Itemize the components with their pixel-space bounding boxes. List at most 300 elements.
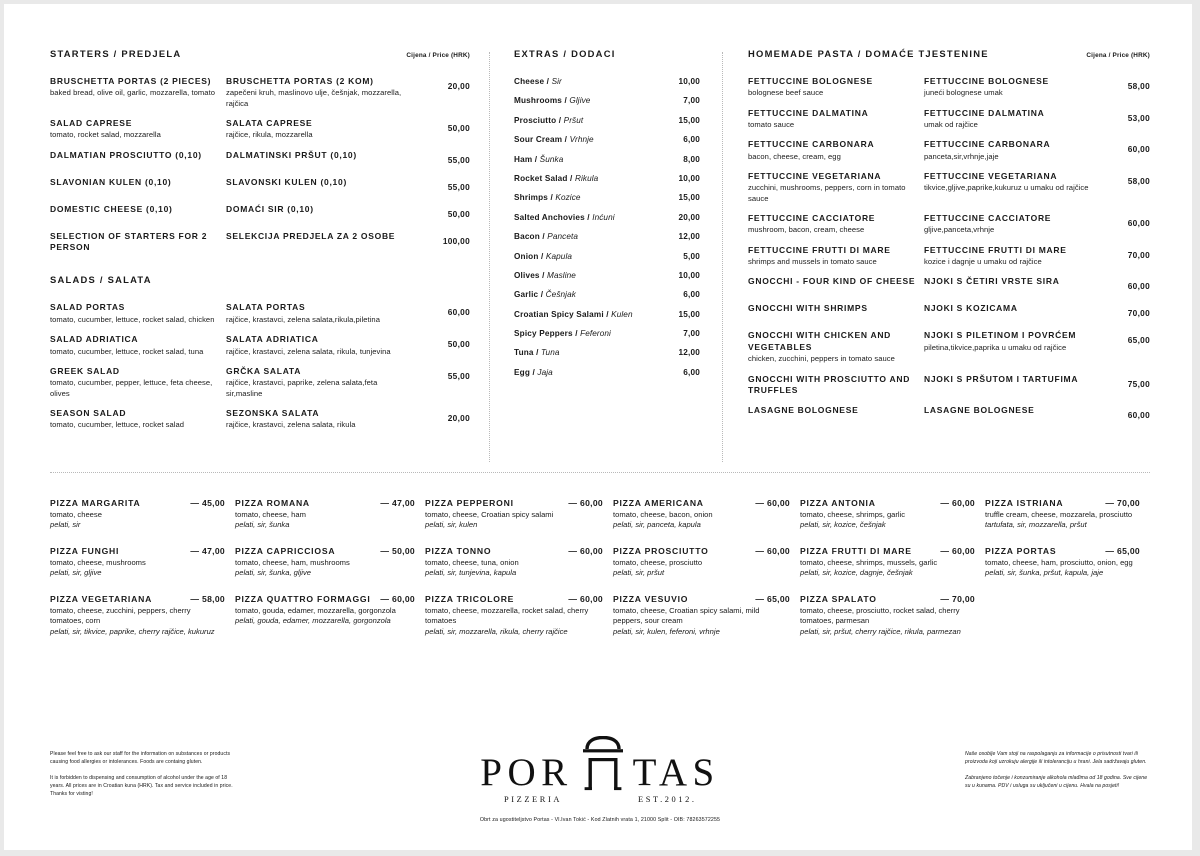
menu-item-english — [748, 139, 924, 162]
menu-item-desc-hr: juneći bolognese umak — [924, 88, 1003, 98]
extra-item-row — [514, 368, 700, 377]
pizza-price: — 50,00 — [380, 545, 415, 556]
extra-item-name: Shrimps / Kozice — [514, 193, 581, 203]
menu-item-row — [50, 231, 470, 254]
menu-item-desc-en: bolognese beef sauce — [748, 88, 824, 98]
pizza-price: — 60,00 — [568, 545, 603, 556]
menu-item-row — [748, 374, 1150, 397]
menu-item-price: 53,00 — [1127, 112, 1150, 123]
pasta-list — [748, 76, 1150, 423]
menu-item-name-en: BRUSCHETTA PORTAS (2 PIECES) — [50, 76, 212, 86]
extra-item-name: Salted Anchovies / Inćuni — [514, 212, 615, 222]
pizza-title-row — [50, 594, 225, 604]
pizza-name: PIZZA SPALATO — [800, 593, 877, 604]
extra-item-price: 10,00 — [678, 270, 700, 280]
menu-item-row — [50, 76, 470, 109]
menu-item-english — [748, 303, 924, 321]
pizza-desc-en: tomato, cheese, bacon, onion — [613, 510, 713, 519]
menu-item-croatian — [924, 108, 1098, 131]
menu-item-desc-en: tomato, cucumber, lettuce, rocket salad, chicken — [50, 314, 215, 324]
pizza-desc-en: tomato, cheese, Croatian spicy salami, mild peppers, sour cream — [613, 605, 760, 626]
menu-item-row — [50, 177, 470, 195]
menu-item-name-en: FETTUCCINE CACCIATORE — [748, 213, 876, 224]
pizza-desc-hr: pelati, sir, kulen, feferoni, vrhnje — [613, 626, 720, 636]
menu-item-row — [748, 108, 1150, 131]
footer-note-croatian — [965, 750, 1150, 797]
menu-item-english — [748, 108, 924, 131]
menu-item-english — [50, 302, 226, 325]
menu-item-english — [50, 408, 226, 431]
menu-item-row — [748, 405, 1150, 423]
menu-item-row — [748, 303, 1150, 321]
pizza-title-row — [613, 594, 790, 604]
pizza-item — [425, 546, 603, 579]
menu-item-english — [748, 405, 924, 423]
pizza-price: — 60,00 — [568, 498, 603, 508]
menu-item-price: 58,00 — [1127, 176, 1150, 187]
menu-item-desc-hr: zapečeni kruh, maslinovo ulje, češnjak, mozzarella, rajčica — [226, 88, 402, 108]
extra-item-name: Sour Cream / Vrhnje — [514, 135, 594, 145]
menu-item-row — [748, 330, 1150, 364]
extra-item-price: 5,00 — [683, 251, 700, 261]
pizza-desc-en: tomato, cheese, mushrooms — [50, 557, 146, 567]
pizza-name: PIZZA MARGARITA — [50, 498, 141, 508]
footer-note-hr-2: Zabranjeno točenje i konzumiranje alkohola mlađima od 18 godina. Sve cijene su u kunama. PDV i usluga su uključeni u cijenu. Hvala na posjeti! — [965, 774, 1148, 789]
pizza-title-row — [425, 546, 603, 556]
pizza-column — [800, 498, 985, 652]
footer-note-en-1: Please feel free to ask our staff for the information on substances or products causing food allergies or intolerances. Foods are containg gluten. — [50, 751, 231, 766]
pizza-desc-hr: pelati, sir, tunjevina, kapula — [425, 568, 517, 578]
pizza-desc-en: tomato, cheese, ham, prosciutto, onion, egg — [985, 557, 1133, 567]
salads-heading: SALADS / SALATA — [50, 274, 152, 286]
horizontal-divider — [50, 472, 1150, 473]
logo-word-left: POR — [480, 751, 573, 794]
menu-item-english — [748, 171, 924, 204]
vertical-divider-left — [489, 52, 490, 462]
menu-item-price: 55,00 — [447, 370, 470, 381]
pizza-title-row — [50, 546, 225, 556]
menu-item-croatian — [924, 303, 1098, 321]
pizza-desc-hr: pelati, sir, panceta, kapula — [613, 520, 701, 530]
pizza-desc-hr: pelati, sir, kulen — [425, 520, 478, 530]
footer-note-hr-1: Naše osoblje Vam stoji na raspolaganju za informacije o prisutnosti tvari ili proizvoda koji uzrokuju alergije ili intoleranciju u hrani. Jela sadržavaju gluten. — [965, 751, 1147, 766]
menu-item-english — [50, 177, 226, 195]
pizza-title-row — [800, 546, 975, 556]
pizza-title-row — [800, 498, 975, 508]
menu-item-price: 20,00 — [447, 81, 470, 91]
menu-item-english — [50, 150, 226, 168]
menu-item-english — [748, 276, 924, 294]
pizza-item — [613, 498, 790, 531]
pizza-price: — 65,00 — [1105, 545, 1140, 556]
pizza-item — [425, 498, 603, 531]
pizza-title-row — [425, 498, 603, 508]
menu-item-desc-hr: umak od rajčice — [924, 120, 978, 130]
salads-list — [50, 302, 470, 430]
menu-item-row — [50, 408, 470, 431]
menu-item-name-hr: SALATA CAPRESE — [226, 118, 313, 128]
menu-item-name-hr: NJOKI S ČETIRI VRSTE SIRA — [924, 276, 1060, 287]
menu-item-price: 100,00 — [442, 235, 470, 246]
pizza-item — [800, 498, 975, 531]
pizza-name: PIZZA CAPRICCIOSA — [235, 545, 336, 556]
menu-item-name-en: SALAD ADRIATICA — [50, 334, 139, 345]
menu-item-desc-en: tomato sauce — [748, 120, 795, 130]
menu-item-desc-en: mushroom, bacon, cream, cheese — [748, 225, 865, 235]
starters-price-note: Cijena / Price (HRK) — [406, 52, 470, 59]
pizza-item — [50, 498, 225, 531]
pizza-section — [50, 498, 1150, 652]
pizza-title-row — [800, 594, 975, 604]
extra-item-row — [514, 348, 700, 357]
pizza-item — [425, 594, 603, 637]
pasta-header — [748, 48, 1150, 59]
menu-item-name-en: SALAD CAPRESE — [50, 118, 133, 128]
logo-wordmark — [450, 740, 750, 792]
menu-item-price: 50,00 — [447, 123, 470, 133]
extra-item-price: 15,00 — [678, 309, 700, 319]
menu-item-desc-hr: rajčice, krastavci, paprike, zelena salata,feta sir,masline — [226, 378, 378, 398]
menu-item-row — [748, 171, 1150, 204]
pizza-item — [50, 546, 225, 579]
pizza-desc-hr: tartufata, sir, mozzarella, pršut — [985, 520, 1087, 530]
pizza-name: PIZZA PEPPERONI — [425, 498, 514, 508]
menu-item-english — [748, 374, 924, 397]
extra-item-price: 10,00 — [678, 77, 700, 86]
pizza-desc-hr: pelati, sir, mozzarella, rikula, cherry rajčice — [425, 626, 568, 636]
menu-item-croatian — [226, 177, 416, 195]
brand-logo — [450, 740, 750, 823]
pizza-desc-en: tomato, cheese, Croatian spicy salami — [425, 510, 554, 519]
portal-gate-icon — [575, 736, 631, 792]
extras-column — [514, 48, 700, 387]
pizza-title-row — [425, 594, 603, 604]
extra-item-name-hr: Rikula — [574, 173, 599, 183]
extra-item-price: 12,00 — [678, 348, 700, 358]
extras-list — [514, 77, 700, 377]
menu-item-name-en: GNOCCHI - FOUR KIND OF CHEESE — [748, 276, 916, 287]
extra-item-name-hr: Šunka — [539, 154, 564, 164]
extra-item-name: Croatian Spicy Salami / Kulen — [514, 309, 633, 319]
menu-item-english — [50, 366, 226, 399]
menu-item-price: 75,00 — [1127, 378, 1150, 389]
menu-item-english — [50, 334, 226, 357]
menu-item-croatian — [924, 374, 1098, 397]
pizza-title-row — [613, 546, 790, 556]
menu-item-desc-en: chicken, zucchini, peppers in tomato sauce — [748, 354, 895, 364]
pizza-price: — 70,00 — [1105, 498, 1140, 508]
menu-item-croatian — [226, 408, 416, 431]
menu-item-row — [50, 334, 470, 357]
menu-item-english — [748, 245, 924, 268]
extra-item-price: 20,00 — [678, 212, 700, 222]
pizza-item — [613, 594, 790, 637]
menu-item-row — [50, 302, 470, 325]
starters-heading: STARTERS / PREDJELA — [50, 48, 182, 59]
extra-item-name-hr: Sir — [551, 77, 562, 86]
menu-item-name-hr: NJOKI S PILETINOM I POVRĆEM — [924, 330, 1077, 341]
extra-item-name: Olives / Masline — [514, 270, 576, 280]
menu-item-row — [50, 204, 470, 222]
menu-item-name-hr: SELEKCIJA PREDJELA ZA 2 OSOBE — [226, 230, 396, 241]
pizza-desc-hr: pelati, sir, tikvice, paprike, cherry rajčice, kukuruz — [50, 626, 215, 636]
extra-item-price: 15,00 — [678, 115, 700, 125]
menu-item-name-hr: SALATA ADRIATICA — [226, 334, 319, 345]
logo-subline — [450, 795, 750, 804]
extra-item-row — [514, 155, 700, 164]
menu-item-row — [748, 139, 1150, 162]
menu-item-price: 60,00 — [1127, 144, 1150, 155]
pizza-item — [800, 594, 975, 637]
menu-item-name-hr: FETTUCCINE CARBONARA — [924, 139, 1051, 150]
extra-item-name: Ham / Šunka — [514, 154, 564, 164]
pizza-price: — 58,00 — [190, 593, 225, 604]
menu-item-croatian — [924, 405, 1098, 423]
pizza-desc-hr: pelati, sir, pršut — [613, 568, 665, 578]
menu-item-name-hr: SALATA PORTAS — [226, 302, 306, 313]
extra-item-row — [514, 213, 700, 222]
pizza-name: PIZZA VEGETARIANA — [50, 593, 153, 604]
menu-item-price: 60,00 — [1127, 281, 1150, 292]
extra-item-name-hr: Inćuni — [592, 212, 615, 222]
pizza-column — [613, 498, 800, 652]
menu-item-name-hr: NJOKI S KOZICAMA — [924, 303, 1018, 314]
menu-item-price: 55,00 — [447, 154, 470, 165]
extra-item-name: Egg / Jaja — [514, 367, 553, 377]
logo-sub-left: PIZZERIA — [503, 795, 562, 804]
extra-item-row — [514, 232, 700, 241]
extra-item-price: 12,00 — [678, 232, 700, 242]
menu-item-price: 70,00 — [1127, 308, 1150, 319]
menu-item-price: 50,00 — [447, 208, 470, 219]
vertical-divider-right — [722, 52, 723, 462]
pizza-grid — [50, 498, 1150, 652]
extra-item-price: 7,00 — [683, 96, 700, 106]
extra-item-name-hr: Vrhnje — [569, 135, 594, 145]
extra-item-row — [514, 193, 700, 202]
menu-item-croatian — [226, 204, 416, 222]
extra-item-price: 10,00 — [678, 173, 700, 183]
menu-item-english — [748, 213, 924, 236]
menu-item-croatian — [924, 213, 1098, 236]
pizza-item — [50, 594, 225, 637]
pizza-price: — 60,00 — [940, 498, 975, 508]
menu-item-name-hr: SLAVONSKI KULEN (0,10) — [226, 176, 348, 187]
pizza-name: PIZZA VESUVIO — [613, 593, 689, 604]
pizza-column — [50, 498, 235, 652]
menu-item-english — [50, 204, 226, 222]
menu-item-croatian — [924, 245, 1098, 268]
extra-item-row — [514, 252, 700, 261]
footer — [50, 738, 1150, 823]
pasta-price-note: Cijena / Price (HRK) — [1086, 52, 1150, 59]
menu-page — [4, 4, 1192, 850]
extra-item-name-hr: Tuna — [541, 348, 560, 358]
menu-item-price: 70,00 — [1127, 249, 1150, 260]
pizza-desc-en: tomato, cheese, prosciutto — [613, 557, 703, 567]
menu-item-price: 65,00 — [1127, 335, 1150, 346]
pizza-name: PIZZA FRUTTI DI MARE — [800, 545, 912, 556]
menu-item-english — [748, 330, 924, 364]
pizza-price: — 60,00 — [940, 545, 975, 556]
menu-item-row — [748, 76, 1150, 99]
menu-item-name-hr: LASAGNE BOLOGNESE — [924, 405, 1035, 416]
pizza-desc-en: tomato, cheese, shrimps, mussels, garlic — [800, 557, 938, 567]
extra-item-name-hr: Panceta — [547, 232, 579, 242]
menu-item-price: 60,00 — [447, 307, 470, 318]
menu-item-desc-hr: rajčice, rikula, mozzarella — [226, 130, 313, 140]
extra-item-row — [514, 116, 700, 125]
pizza-desc-hr: pelati, sir, šunka — [235, 520, 290, 530]
extra-item-name: Mushrooms / Gljive — [514, 96, 591, 106]
extra-item-name: Cheese / Sir — [514, 77, 562, 86]
pizza-desc-en: tomato, cheese — [50, 510, 102, 519]
menu-item-english — [50, 231, 226, 254]
menu-item-row — [748, 276, 1150, 294]
menu-item-croatian — [226, 334, 416, 357]
pizza-desc-hr: pelati, sir — [50, 520, 81, 530]
menu-item-price: 60,00 — [1127, 218, 1150, 229]
starters-list — [50, 76, 470, 253]
menu-item-price: 20,00 — [447, 412, 470, 423]
extra-item-row — [514, 96, 700, 105]
business-legal-line: Obrt za ugostiteljstvo Portas - Vl.Ivan Tokić - Kod Zlatnih vrata 1, 21000 Split - OIB: 78263572255 — [479, 817, 721, 823]
pizza-title-row — [235, 546, 415, 556]
pizza-name: PIZZA QUATTRO FORMAGGI — [235, 593, 371, 604]
menu-item-name-en: SLAVONIAN KULEN (0,10) — [50, 176, 172, 187]
footer-note-english — [50, 750, 235, 805]
menu-item-row — [748, 245, 1150, 268]
menu-item-desc-hr: piletina,tikvice,paprika u umaku od rajčice — [924, 342, 1067, 352]
menu-item-name-en: SELECTION OF STARTERS FOR 2 PERSON — [50, 230, 208, 253]
extra-item-name-hr: Kulen — [611, 309, 633, 319]
pizza-name: PIZZA PORTAS — [985, 545, 1057, 556]
menu-item-croatian — [924, 139, 1098, 162]
menu-item-name-hr: GRČKA SALATA — [226, 365, 302, 376]
pizza-title-row — [985, 498, 1140, 508]
extra-item-row — [514, 271, 700, 280]
extra-item-name: Tuna / Tuna — [514, 348, 560, 358]
menu-item-name-en: SEASON SALAD — [50, 407, 127, 418]
pizza-desc-en: tomato, cheese, prosciutto, rocket salad, cherry tomatoes, parmesan — [800, 605, 960, 626]
extra-item-row — [514, 329, 700, 338]
menu-item-name-en: GNOCCHI WITH SHRIMPS — [748, 303, 868, 314]
menu-item-name-hr: DOMAĆI SIR (0,10) — [226, 203, 314, 214]
pizza-name: PIZZA PROSCIUTTO — [613, 545, 709, 556]
pizza-price: — 47,00 — [190, 545, 225, 556]
menu-item-croatian — [226, 366, 416, 399]
pizza-item — [235, 546, 415, 579]
menu-item-english — [50, 76, 226, 109]
extra-item-row — [514, 174, 700, 183]
pizza-title-row — [50, 498, 225, 508]
menu-item-name-en: GNOCCHI WITH PROSCIUTTO AND TRUFFLES — [748, 373, 911, 395]
menu-item-price: 60,00 — [1127, 410, 1150, 421]
menu-item-croatian — [226, 118, 416, 141]
menu-item-croatian — [924, 330, 1098, 364]
extra-item-name-hr: Češnjak — [545, 290, 576, 300]
extra-item-name-hr: Feferoni — [580, 329, 611, 339]
pizza-desc-en: tomato, cheese, tuna, onion — [425, 557, 519, 567]
pizza-name: PIZZA TRICOLORE — [425, 593, 515, 604]
menu-item-name-hr: FETTUCCINE VEGETARIANA — [924, 171, 1058, 182]
pizza-desc-hr: pelati, sir, kozice, dagnje, češnjak — [800, 568, 913, 578]
extra-item-price: 6,00 — [683, 290, 700, 300]
menu-item-croatian — [226, 231, 416, 254]
pizza-desc-hr: pelati, sir, pršut, cherry rajčice, rikula, parmezan — [800, 626, 961, 636]
pizza-name: PIZZA ROMANA — [235, 498, 310, 508]
pizza-price: — 70,00 — [940, 593, 975, 604]
menu-item-row — [50, 366, 470, 399]
extra-item-row — [514, 310, 700, 319]
menu-item-name-en: SALAD PORTAS — [50, 302, 126, 313]
pizza-title-row — [235, 498, 415, 508]
pizza-price: — 60,00 — [755, 545, 790, 556]
pizza-name: PIZZA ISTRIANA — [985, 498, 1064, 508]
menu-item-croatian — [924, 76, 1098, 99]
starters-header — [50, 48, 470, 59]
pizza-price: — 60,00 — [755, 498, 790, 508]
extra-item-name-hr: Kapula — [545, 251, 573, 261]
pizza-desc-en: truffle cream, cheese, mozzarela, prosciutto — [985, 510, 1133, 519]
pizza-desc-hr: pelati, sir, šunka, pršut, kapula, jaje — [985, 568, 1104, 578]
menu-item-row — [50, 150, 470, 168]
pizza-title-row — [613, 498, 790, 508]
pizza-title-row — [235, 594, 415, 604]
pizza-price: — 47,00 — [380, 498, 415, 508]
extra-item-name-hr: Pršut — [563, 115, 584, 125]
pizza-desc-hr: pelati, sir, gljive — [50, 568, 102, 578]
pizza-price: — 65,00 — [755, 593, 790, 604]
menu-item-desc-hr: kozice i dagnje u umaku od rajčice — [924, 257, 1042, 267]
menu-item-name-hr: FETTUCCINE FRUTTI DI MARE — [924, 244, 1067, 255]
menu-item-croatian — [924, 171, 1098, 204]
pasta-column — [748, 48, 1150, 432]
extras-heading: EXTRAS / DODACI — [514, 48, 616, 59]
extra-item-name-hr: Kozice — [555, 193, 581, 203]
pizza-desc-hr: pelati, sir, šunka, gljive — [235, 568, 311, 578]
menu-item-croatian — [924, 276, 1098, 294]
menu-item-desc-hr: gljive,panceta,vrhnje — [924, 225, 995, 235]
menu-item-name-en: FETTUCCINE CARBONARA — [748, 139, 875, 150]
pizza-column — [985, 498, 1150, 652]
pizza-price: — 60,00 — [568, 593, 603, 604]
menu-item-croatian — [226, 76, 416, 109]
pizza-name: PIZZA AMERICANA — [613, 498, 704, 508]
pizza-item — [985, 498, 1140, 531]
pizza-item — [235, 498, 415, 531]
menu-item-name-en: FETTUCCINE BOLOGNESE — [748, 76, 873, 86]
menu-item-desc-hr: rajčice, krastavci, zelena salata,rikula,piletina — [226, 314, 380, 324]
menu-item-desc-en: tomato, cucumber, lettuce, rocket salad — [50, 420, 185, 430]
extra-item-name: Garlic / Češnjak — [514, 290, 576, 300]
menu-item-english — [748, 76, 924, 99]
menu-item-row — [748, 213, 1150, 236]
menu-item-croatian — [226, 150, 416, 168]
pizza-item — [235, 594, 415, 627]
menu-item-name-en: GREEK SALAD — [50, 365, 120, 376]
menu-item-desc-en: tomato, cucumber, pepper, lettuce, feta cheese, olives — [50, 378, 213, 398]
logo-sub-right: EST.2012. — [638, 795, 697, 804]
pizza-price: — 45,00 — [190, 498, 225, 508]
pizza-desc-en: tomato, cheese, shrimps, garlic — [800, 510, 906, 519]
extra-item-name: Rocket Salad / Rikula — [514, 173, 599, 183]
extra-item-name: Prosciutto / Pršut — [514, 115, 584, 125]
menu-item-desc-en: tomato, rocket salad, mozzarella — [50, 130, 161, 140]
menu-item-price: 58,00 — [1127, 81, 1150, 91]
menu-item-desc-en: bacon, cheese, cream, egg — [748, 151, 841, 161]
menu-item-name-hr: BRUSCHETTA PORTAS (2 KOM) — [226, 76, 374, 86]
